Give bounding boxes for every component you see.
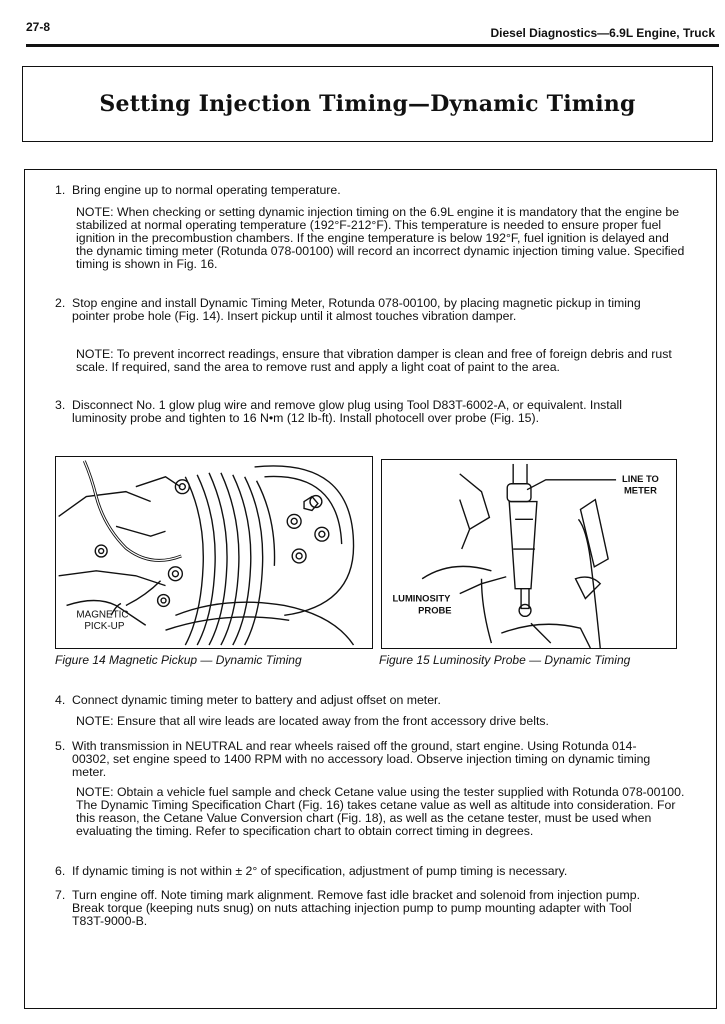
figure-15-label-probe: PROBE	[418, 604, 452, 616]
step-text: Bring engine up to normal operating temperature.	[72, 183, 341, 197]
step-4	[55, 694, 665, 707]
procedure-box	[24, 169, 717, 1009]
step-text: Connect dynamic timing meter to battery and adjust offset on meter.	[72, 693, 441, 707]
step-1	[55, 184, 665, 197]
magnetic-pickup-illustration	[56, 457, 372, 648]
page-title: Setting Injection Timing—Dynamic Timing	[99, 91, 636, 117]
step-number: 4.	[55, 693, 66, 707]
step-number: 2.	[55, 296, 66, 310]
page-number: 27-8	[26, 20, 51, 34]
step-number: 6.	[55, 864, 66, 878]
step-5	[55, 740, 665, 779]
step-2	[55, 297, 665, 323]
step-text: Disconnect No. 1 glow plug wire and remove glow plug using Tool D83T-6002-A, or equivalent. Install luminosity probe and tighten to 16 N•m (12 lb-ft). Install photocell over probe (Fig. 15).	[72, 398, 623, 425]
step-text: Stop engine and install Dynamic Timing Meter, Rotunda 078-00100, by placing magnetic pickup in timing pointer probe hole (Fig. 14). Insert pickup until it almost touches vibration damper.	[72, 296, 641, 323]
step-6	[55, 865, 665, 878]
step-2-note: NOTE: To prevent incorrect readings, ensure that vibration damper is clean and free of foreign debris and rust scale. If required, sand the area to remove rust and apply a light coat of paint to the area.	[76, 347, 672, 374]
running-title: Diesel Diagnostics—6.9L Engine, Truck	[490, 26, 715, 40]
step-7	[55, 889, 665, 928]
figure-14	[55, 456, 373, 649]
step-text: If dynamic timing is not within ± 2° of specification, adjustment of pump timing is necessary.	[72, 864, 568, 878]
figure-14-label-line-2: PICK-UP	[84, 621, 125, 633]
figure-15-label-luminosity: LUMINOSITY	[392, 592, 451, 604]
step-number: 1.	[55, 183, 66, 197]
figure-14-caption: Figure 14 Magnetic Pickup — Dynamic Timing	[55, 653, 302, 667]
figure-15-label-meter: METER	[623, 484, 657, 496]
figure-15	[381, 459, 677, 649]
step-text: With transmission in NEUTRAL and rear wheels raised off the ground, start engine. Using Rotunda 014-00302, set engine speed to 1400 RPM with no accessory load. Observe injection timing on dynamic timing meter.	[72, 739, 651, 779]
step-1-note: NOTE: When checking or setting dynamic injection timing on the 6.9L engine it is mandatory that the engine be stabilized at normal operating temperature (192°F-212°F). This temperature is needed to ensure proper fuel ignition in the precombustion chambers. If the engine temperature is below 192°F, fuel ignition is delayed and the dynamic timing meter (Rotunda 078-00100) will record an incorrect dynamic injection timing value. Specified timing is shown in Fig. 16.	[76, 205, 685, 271]
step-5-note: NOTE: Obtain a vehicle fuel sample and check Cetane value using the tester supplied with Rotunda 078-00100. The Dynamic Timing Specification Chart (Fig. 16) takes cetane value as well as altitude into consideration. For this reason, the Cetane Value Conversion chart (Fig. 18), as well as the cetane tester, must be used when evaluating the timing. Refer to specification chart to obtain correct timing in degrees.	[76, 785, 685, 838]
figure-14-label-line-1: MAGNETIC	[76, 609, 129, 621]
step-number: 3.	[55, 398, 66, 412]
luminosity-probe-illustration	[382, 460, 676, 648]
step-3	[55, 399, 665, 425]
figure-15-caption: Figure 15 Luminosity Probe — Dynamic Timing	[379, 653, 631, 667]
step-4-note: NOTE: Ensure that all wire leads are located away from the front accessory drive belts.	[76, 714, 549, 728]
title-box	[22, 66, 713, 142]
page-header	[26, 18, 719, 47]
step-number: 5.	[55, 739, 66, 753]
step-text: Turn engine off. Note timing mark alignment. Remove fast idle bracket and solenoid from injection pump. Break torque (keeping nuts snug) on nuts attaching injection pump to pump mounting adapter with Tool T83T-9000-B.	[72, 888, 640, 928]
step-number: 7.	[55, 888, 66, 902]
figure-15-label-line-to: LINE TO	[622, 472, 659, 484]
